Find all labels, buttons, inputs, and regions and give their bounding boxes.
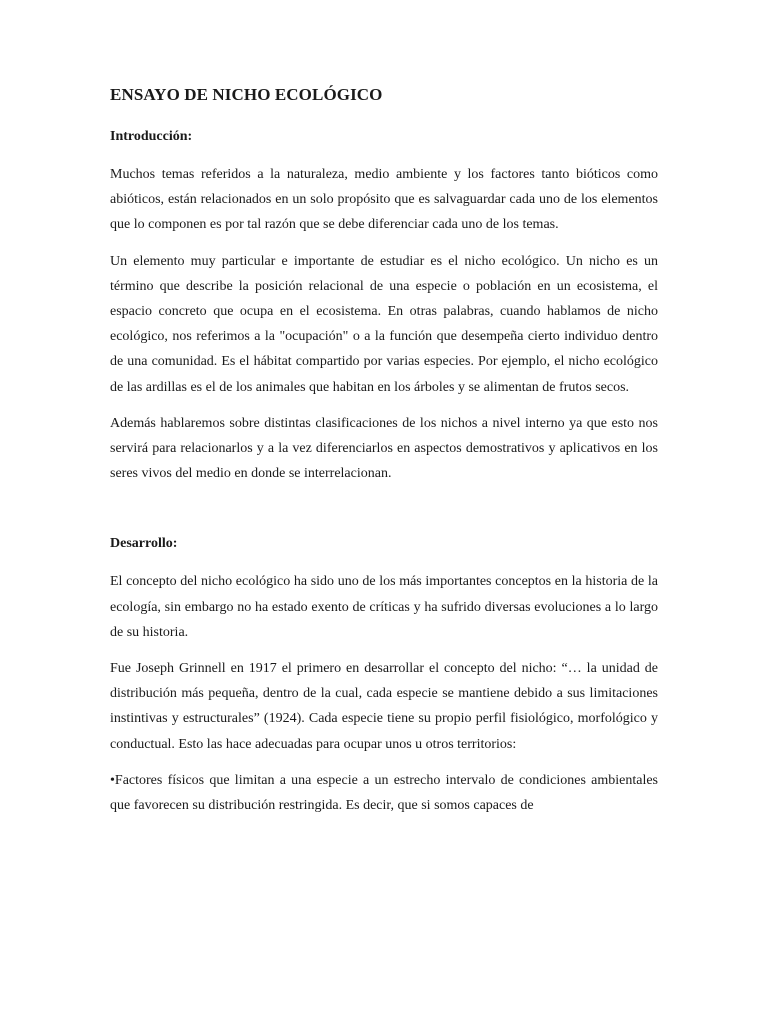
document-body [110, 84, 658, 829]
paragraph: Fue Joseph Grinnell en 1917 el primero en desarrollar el concepto del nicho: “… la unidad de distribución más pequeña, dentro de la cual, cada especie se mantiene debido a sus limitaciones instintivas y estructurales” (1924). Cada especie tiene su propio perfil fisiológico, morfológico y conductual. Esto las hace adecuadas para ocupar unos u otros territorios: [110, 661, 658, 752]
section-desarrollo [110, 535, 658, 818]
paragraph: Un elemento muy particular e importante de estudiar es el nicho ecológico. Un nicho es un término que describe la posición relacional de una especie o población en un ecosistema, el espacio concreto que ocupa en el ecosistema. En otras palabras, cuando hablamos de nicho ecológico, nos referimos a la "ocupación" o a la función que desempeña cierto individuo dentro de una comunidad. Es el hábitat compartido por varias especies. Por ejemplo, el nicho ecológico de las ardillas es el de los animales que habitan en los árboles y se alimentan de frutos secos. [110, 253, 658, 395]
paragraph: Muchos temas referidos a la naturaleza, medio ambiente y los factores tanto bióticos como abióticos, están relacionados en un solo propósito que es salvaguardar cada uno de los elementos que lo componen es por tal razón que se debe diferenciar cada uno de los temas. [110, 167, 658, 233]
section-introduccion [110, 128, 658, 486]
paragraph: •Factores físicos que limitan a una especie a un estrecho intervalo de condiciones ambientales que favorecen su distribución restringida. Es decir, que si somos capaces de [110, 772, 658, 814]
paragraph: Además hablaremos sobre distintas clasificaciones de los nichos a nivel interno ya que esto nos servirá para relacionarlos y a la vez diferenciarlos en aspectos demostrativos y aplicativos en los seres vivos del medio en donde se interrelacionan. [110, 415, 658, 482]
section-heading: Introducción: [110, 129, 193, 144]
paragraph: El concepto del nicho ecológico ha sido uno de los más importantes conceptos en la historia de la ecología, sin embargo no ha estado exento de críticas y ha sufrido diversas evoluciones a lo largo de su historia. [110, 574, 658, 640]
section-gap [110, 497, 658, 535]
section-heading: Desarrollo: [110, 536, 178, 552]
document-title: ENSAYO DE NICHO ECOLÓGICO [110, 85, 383, 104]
